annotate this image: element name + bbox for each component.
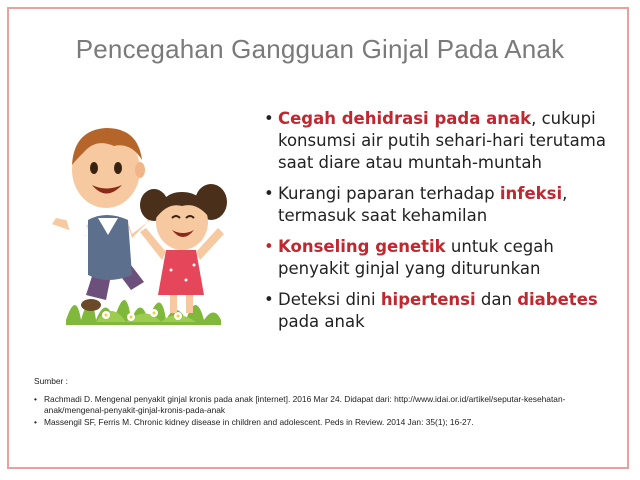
highlight-text: infeksi <box>499 184 563 203</box>
boy-illustration <box>52 128 162 311</box>
source-text: Massengil SF, Ferris M. Chronic kidney disease in children and adolescent. Peds in Review. 2014 Jan: 35(1); 16-27. <box>44 416 474 427</box>
prevention-bullet-list <box>264 108 624 342</box>
bullet-text: , termasuk saat kehamilan <box>278 184 568 225</box>
bullet-middle: dan <box>475 290 518 309</box>
source-bullet-dot: • <box>34 393 37 404</box>
highlight-text: Cegah dehidrasi pada anak <box>278 109 532 128</box>
bullet-text: , cukupi konsumsi air putih sehari-hari terutama saat diare atau muntah-muntah <box>278 109 606 172</box>
sources-section <box>34 376 624 428</box>
highlight-text: Konseling genetik <box>278 237 446 256</box>
bullet-item-infection <box>264 183 624 227</box>
bullet-text: pada anak <box>278 312 365 331</box>
source-item <box>34 394 624 417</box>
highlight-text: hipertensi <box>380 290 476 309</box>
source-text: Rachmadi D. Mengenal penyakit ginjal kronis pada anak [internet]. 2016 Mar 24. Didapat dari: http://www.idai.or.id/artikel/seputar-kesehatan-anak/mengenal-penyakit-ginjal-kronis-pada-anak <box>44 393 566 415</box>
bullet-prefix: Kurangi paparan terhadap <box>278 184 500 203</box>
slide-title: Pencegahan Gangguan Ginjal Pada Anak <box>75 34 565 64</box>
sources-title: Sumber : <box>34 376 68 386</box>
source-bullet-dot: • <box>34 416 37 427</box>
children-playing-illustration <box>36 110 266 335</box>
bullet-item-genetic-counseling <box>264 236 624 280</box>
sources-list <box>34 394 624 429</box>
bullet-item-early-detection <box>264 289 624 333</box>
girl-illustration <box>140 184 227 313</box>
bullet-dot: • <box>264 109 274 128</box>
highlight-text-2: diabetes <box>517 290 598 309</box>
bullet-text: untuk cegah penyakit ginjal yang diturunkan <box>278 237 554 278</box>
bullet-dot: • <box>264 184 274 203</box>
bullet-dot: • <box>264 237 274 256</box>
bullet-item-dehydration <box>264 108 624 174</box>
source-item <box>34 417 624 429</box>
bullet-dot: • <box>264 290 274 309</box>
bullet-prefix: Deteksi dini <box>278 290 381 309</box>
